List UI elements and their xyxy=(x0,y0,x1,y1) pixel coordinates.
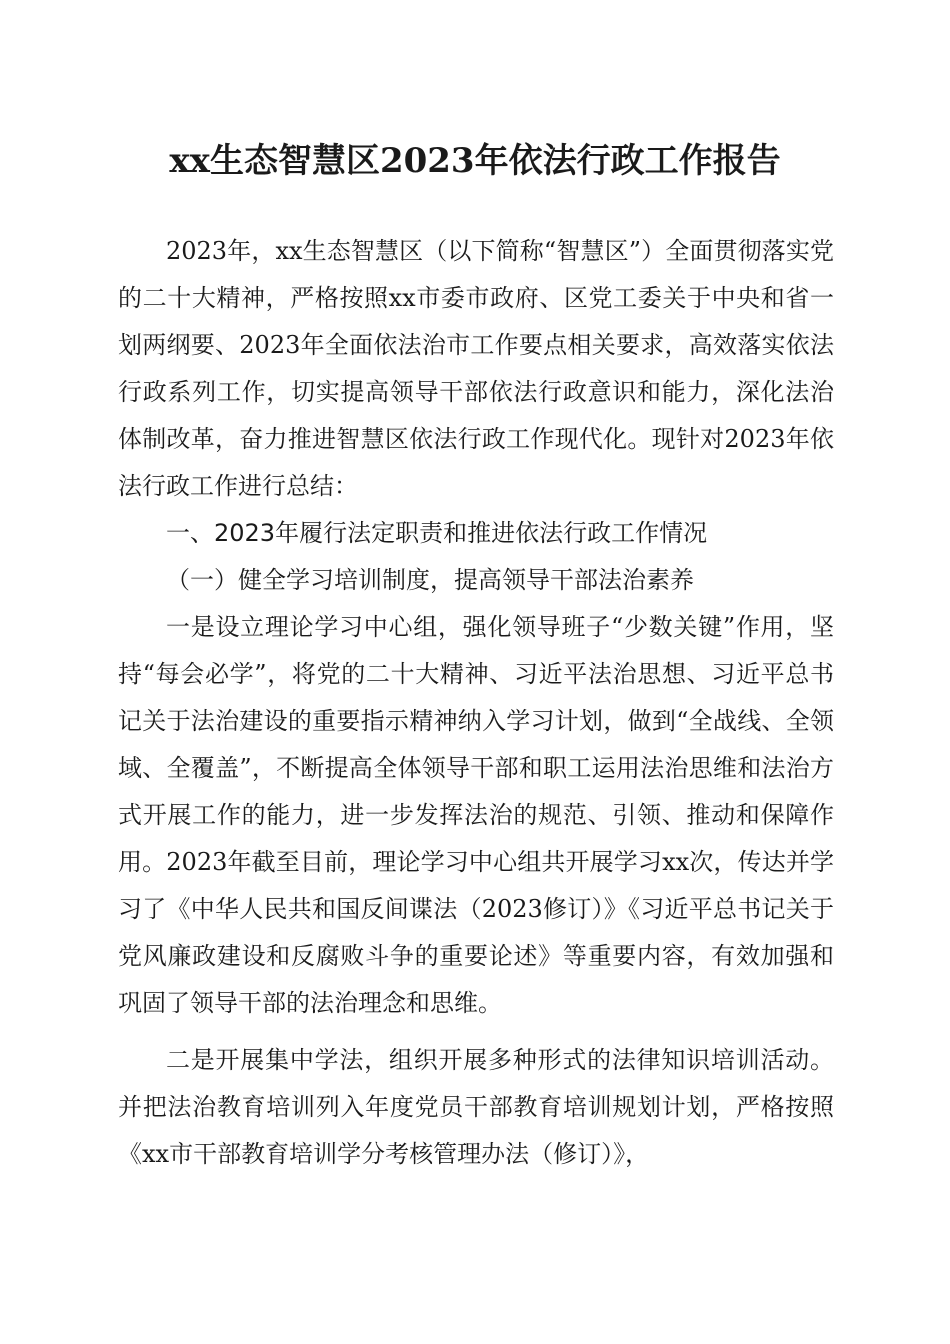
document-title: xx生态智慧区2023年依法行政工作报告 xyxy=(169,141,781,181)
intro-paragraph: 2023年，xx生态智慧区（以下简称“智慧区”）全面贯彻落实党的二十大精神，严格按照xx市委市政府、区党工委关于中央和省一划两纲要、2023年全面依法治市工作要点相关要求，高效落实依法行政系列工作，切实提高领导干部依法行政意识和能力，深化法治体制改革，奋力推进智慧区依法行政工作现代化。现针对2023年依法行政工作进行总结： xyxy=(118,237,834,500)
subsection-heading-1: （一）健全学习培训制度，提高领导干部法治素养 xyxy=(166,566,694,594)
section-heading-1: 一、2023年履行法定职责和推进依法行政工作情况 xyxy=(166,519,708,547)
body-paragraph-1: 一是设立理论学习中心组，强化领导班子“少数关键”作用，坚持“每会必学”，将党的二十大精神、习近平法治思想、习近平总书记关于法治建设的重要指示精神纳入学习计划，做到“全战线、全领域、全覆盖”，不断提高全体领导干部和职工运用法治思维和法治方式开展工作的能力，进一步发挥法治的规范、引领、推动和保障作用。2023年截至目前，理论学习中心组共开展学习xx次，传达并学习了《中华人民共和国反间谍法（2023修订）》《习近平总书记关于党风廉政建设和反腐败斗争的重要论述》等重要内容，有效加强和巩固了领导干部的法治理念和思维。 xyxy=(118,613,834,1017)
document-body xyxy=(118,228,834,1178)
body-paragraph-2: 二是开展集中学法，组织开展多种形式的法律知识培训活动。并把法治教育培训列入年度党员干部教育培训规划计划，严格按照《xx市干部教育培训学分考核管理办法（修订）》， xyxy=(118,1046,834,1168)
